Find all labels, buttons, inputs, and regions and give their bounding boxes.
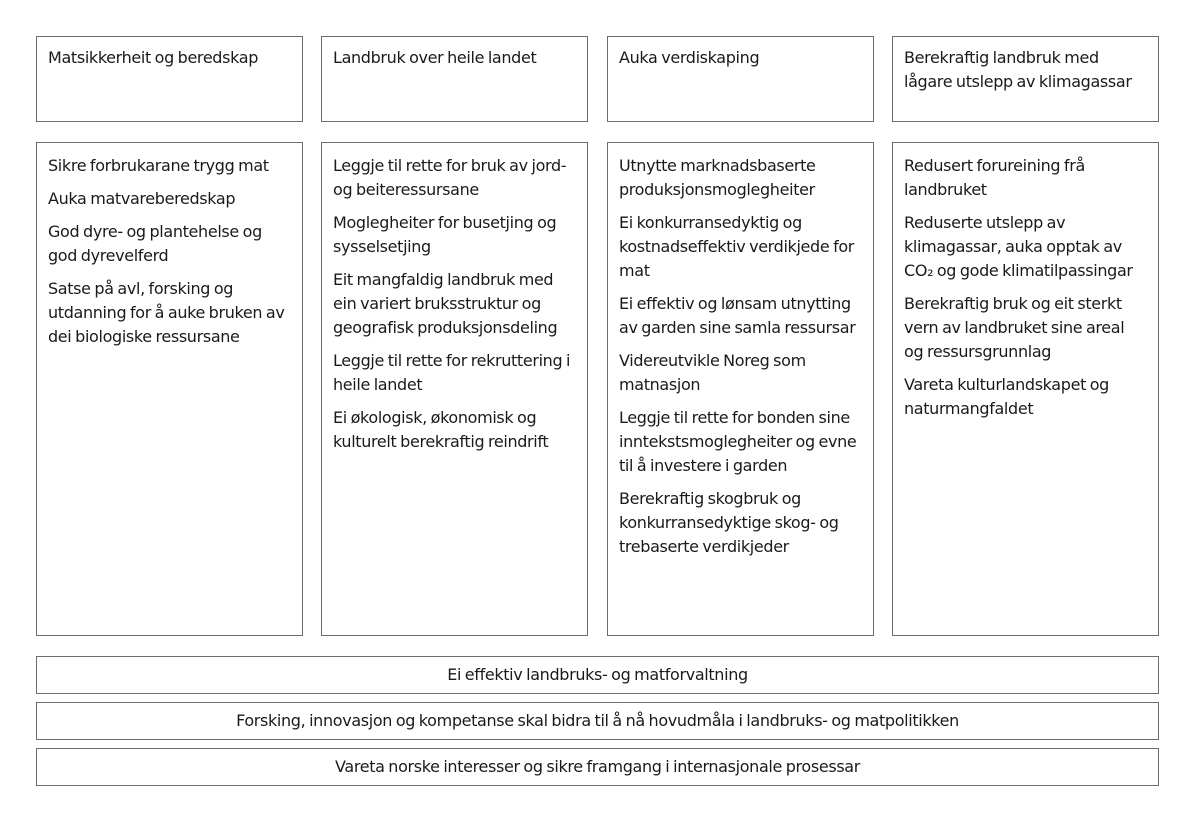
subgoal-item: Utnytte marknadsbaserte produksjonsmoglegheiter (619, 156, 816, 199)
goal-title: Berekraftig landbruk med lågare utslepp av klimagassar (904, 48, 1132, 91)
subgoal-item: Leggje til rette for bruk av jord- og beiteressursane (333, 156, 567, 199)
cross-cutting-goal-international (36, 748, 1159, 786)
subgoals-box-sustainable-agriculture (892, 142, 1159, 636)
goal-box-value-creation (607, 36, 874, 122)
subgoal-item: Ei effektiv og lønsam utnytting av garden sine samla ressursar (619, 294, 856, 337)
subgoal-item: Auka matvareberedskap (48, 189, 236, 208)
goal-title: Auka verdiskaping (619, 48, 760, 67)
cross-cutting-goal-administration (36, 656, 1159, 694)
subgoal-item: Moglegheiter for busetjing og sysselsetjing (333, 213, 557, 256)
subgoal-item: God dyre- og plantehelse og god dyrevelferd (48, 222, 262, 265)
subgoals-box-agriculture-nationwide (321, 142, 588, 636)
subgoal-item: Satse på avl, forsking og utdanning for å auke bruken av dei biologiske ressursane (48, 279, 285, 346)
subgoal-item: Reduserte utslepp av klimagassar, auka opptak av CO₂ og gode klimatilpassingar (904, 213, 1133, 280)
subgoal-item: Leggje til rette for bonden sine inntekstsmoglegheiter og evne til å investere i garden (619, 408, 857, 475)
subgoal-item: Berekraftig skogbruk og konkurransedyktige skog- og trebaserte verdikjeder (619, 489, 839, 556)
goal-title: Matsikkerheit og beredskap (48, 48, 258, 67)
subgoals-box-value-creation (607, 142, 874, 636)
subgoal-item: Ei økologisk, økonomisk og kulturelt berekraftig reindrift (333, 408, 549, 451)
subgoal-item: Vareta kulturlandskapet og naturmangfaldet (904, 375, 1109, 418)
subgoal-item: Sikre forbrukarane trygg mat (48, 156, 269, 175)
goal-box-agriculture-nationwide (321, 36, 588, 122)
subgoal-item: Redusert forureining frå landbruket (904, 156, 1085, 199)
subgoal-item: Berekraftig bruk og eit sterkt vern av landbruket sine areal og ressursgrunnlag (904, 294, 1125, 361)
cross-cutting-text: Forsking, innovasjon og kompetanse skal bidra til å nå hovudmåla i landbruks- og matpolitikken (236, 711, 959, 730)
subgoals-box-food-security (36, 142, 303, 636)
goal-box-sustainable-agriculture (892, 36, 1159, 122)
subgoal-item: Ei konkurransedyktig og kostnadseffektiv verdikjede for mat (619, 213, 855, 280)
subgoal-item: Videreutvikle Noreg som matnasjon (619, 351, 806, 394)
goal-title: Landbruk over heile landet (333, 48, 537, 67)
subgoal-item: Eit mangfaldig landbruk med ein variert bruksstruktur og geografisk produksjonsdeling (333, 270, 558, 337)
cross-cutting-text: Ei effektiv landbruks- og matforvaltning (447, 665, 748, 684)
cross-cutting-goal-research (36, 702, 1159, 740)
goal-box-food-security (36, 36, 303, 122)
subgoal-item: Leggje til rette for rekruttering i heile landet (333, 351, 571, 394)
cross-cutting-text: Vareta norske interesser og sikre framgang i internasjonale prosessar (335, 757, 860, 776)
